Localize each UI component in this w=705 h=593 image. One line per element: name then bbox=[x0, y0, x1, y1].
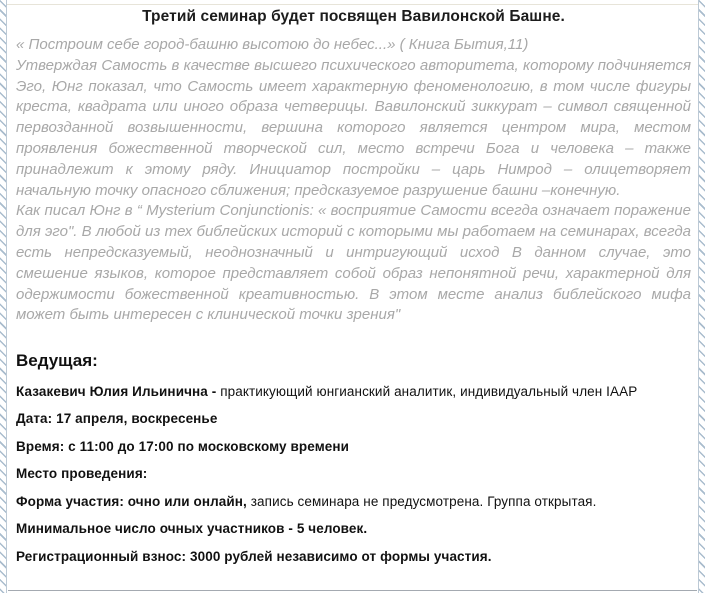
seminar-announcement bbox=[16, 6, 691, 587]
hatched-border-left bbox=[0, 0, 7, 593]
bible-quote: « Построим себе город-башню высотою до небес...» ( Книга Бытия,11) bbox=[16, 36, 529, 53]
participation-note: запись семинара не предусмотрена. Группа открытая. bbox=[246, 493, 597, 509]
host-description: практикующий юнгианский аналитик, индивидуальный член IAAP bbox=[220, 383, 638, 399]
excerpt-paragraph-2: Как писал Юнг в “ Mysterium Conjunctionis: « восприятие Самости всегда означает поражение для эго". В любой из тех библейских историй с которыми мы работаем на семинарах, всегда есть непредсказуемый, неоднозначный и интригующий исход В данном случае, это смешение языков, которое представляет собой образ непонятной речи, характерной для одержимости божественной креативностью. В этом месте анализ библейского мифа может быть интересен с клинической точки зрения" bbox=[16, 202, 691, 324]
page-title: Третий семинар будет посвящен Вавилонской Башне. bbox=[142, 8, 565, 25]
top-divider bbox=[7, 4, 698, 5]
time-value: Время: с 11:00 до 17:00 по московскому времени bbox=[16, 438, 350, 454]
fee-row bbox=[16, 550, 691, 564]
host-heading: Ведущая: bbox=[16, 351, 98, 371]
location-label: Место проведения: bbox=[16, 466, 148, 482]
participation-row bbox=[16, 495, 691, 509]
bottom-divider bbox=[8, 590, 697, 591]
min-participants-value: Минимальное число очных участников - 5 человек. bbox=[16, 521, 368, 537]
participation-format: Форма участия: очно или онлайн, bbox=[16, 493, 247, 509]
excerpt-paragraph-1: Утверждая Самость в качестве высшего психического авторитета, которому подчиняется Эго, Юнг показал, что Самость имеет характерную феноменологию, в том числе фигуры креста, квадрата или иного образа четверицы. Вавилонский зиккурат – символ священной первозданной возвышенности, вершина которого является центром мира, местом проявления божественной творческой сил, место встречи Бога и человека – также принадлежит к этому ряду. Инициатор постройки – царь Нимрод – олицетворяет начальную точку опасного сближения; предсказуемое разрушение башни –конечную. bbox=[16, 56, 691, 199]
fee-value: Регистрационный взнос: 3000 рублей независимо от формы участия. bbox=[16, 548, 492, 564]
date-value: Дата: 17 апреля, воскресенье bbox=[16, 411, 218, 427]
time-row bbox=[16, 440, 691, 454]
min-participants-row bbox=[16, 522, 691, 536]
host-name-row bbox=[16, 385, 691, 399]
host-name: Казакевич Юлия Ильинична - bbox=[16, 383, 221, 399]
hatched-border-right bbox=[698, 0, 705, 593]
date-row bbox=[16, 412, 691, 426]
location-row bbox=[16, 467, 691, 481]
